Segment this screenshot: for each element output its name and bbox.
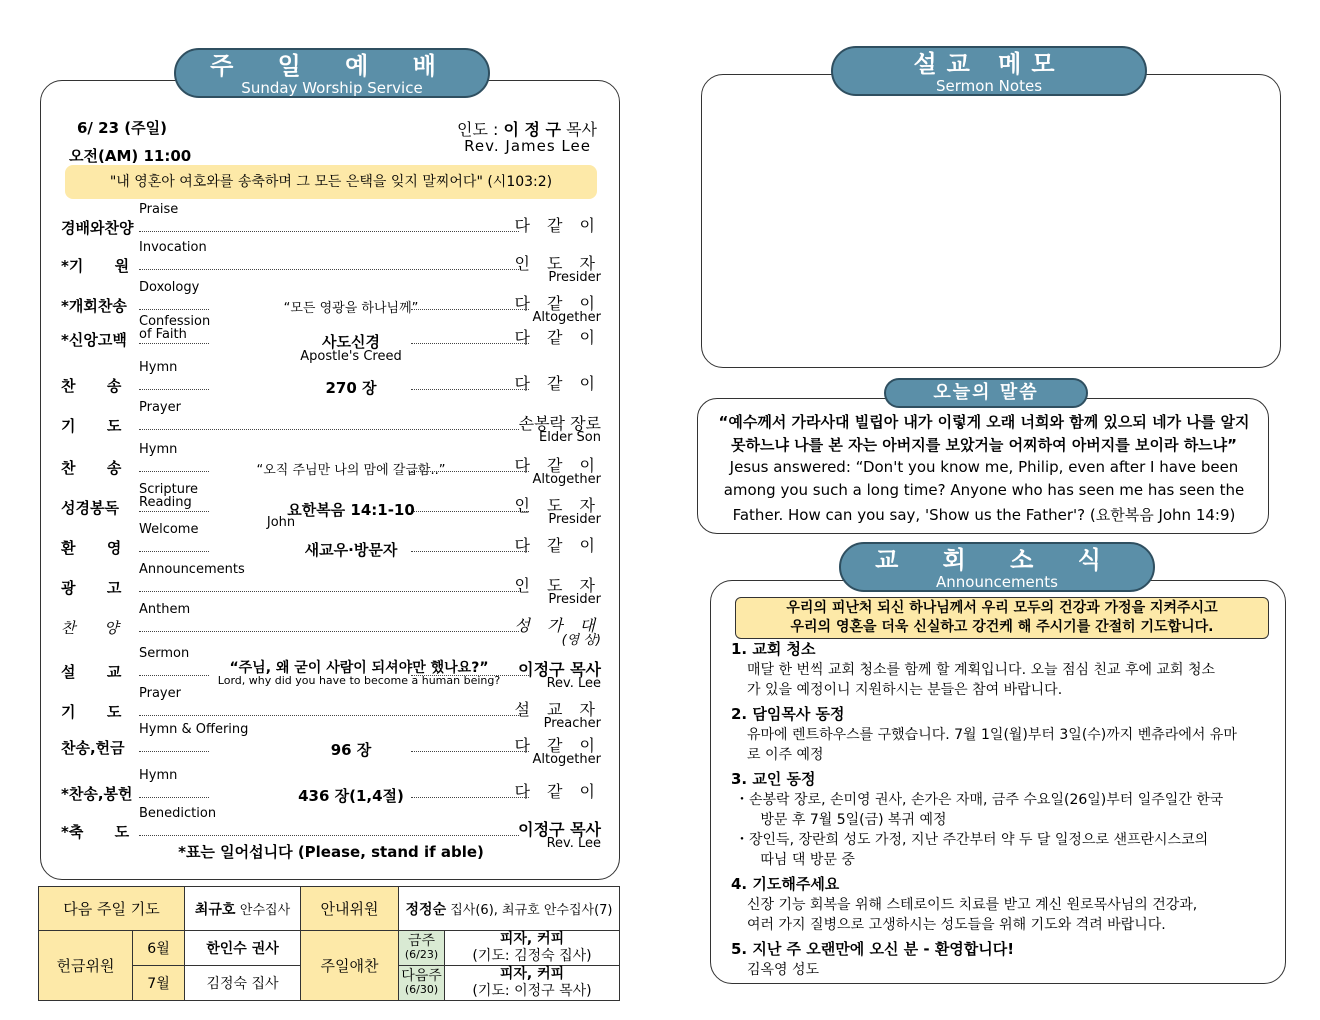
july-label: 7월	[133, 966, 185, 1001]
worship-title-pill	[174, 48, 490, 98]
order-item-en: Prayer	[139, 686, 181, 701]
order-item-responsible: 다 같 이	[514, 374, 601, 393]
sermon-notes-pill	[831, 46, 1147, 96]
order-item-responsible: 다 같 이	[514, 736, 601, 755]
order-item-name: 기 도	[61, 417, 122, 435]
next-prayer-cell	[185, 887, 301, 931]
dot-leader	[139, 429, 519, 430]
next-prayer-name: 최규호	[194, 901, 236, 918]
order-item-detail: 436 장(1,4절)	[298, 787, 404, 805]
next-prayer-title: 안수집사	[239, 902, 291, 918]
next-week-label: 다음주	[401, 968, 442, 984]
order-item-name: *기 원	[61, 257, 130, 275]
june-name: 한인수 권사	[185, 931, 301, 966]
order-item-en: Benediction	[139, 806, 217, 821]
next-prayer-label: 다음 주일 기도	[39, 887, 185, 931]
sermon-notes-title-en: Sermon Notes	[935, 77, 1043, 95]
this-week-food: 피자, 커피	[499, 931, 565, 947]
announcement-heading: 5. 지난 주 오랜만에 오신 분 - 환영합니다!	[731, 940, 1015, 958]
order-item-name: 기 도	[61, 703, 122, 721]
announcement-line: 매달 한 번씩 교회 청소를 함께 할 계획입니다. 오늘 점심 친교 후에 교회 청소	[747, 662, 1216, 678]
order-item-responsible-en: Presider	[548, 512, 601, 527]
order-row	[41, 361, 621, 401]
order-item-name: *신앙고백	[61, 331, 127, 349]
announcement-item	[731, 639, 1271, 700]
usher-cell	[399, 887, 620, 931]
usher-names: 정정순	[405, 901, 447, 918]
order-item-responsible: 다 같 이	[514, 536, 601, 555]
order-item-responsible: 다 같 이	[514, 216, 601, 235]
word-ko-2: 못하느냐 나를 본 자는 아버지를 보았거늘 어찌하여 아버지를 보이라 하느냐”	[730, 436, 1238, 454]
announcement-list	[731, 639, 1271, 984]
usher-rest: 집사(6), 최규호 안수집사(7)	[450, 902, 613, 918]
dot-leader	[139, 715, 519, 716]
order-item-responsible: 다 같 이	[514, 328, 601, 347]
order-item-responsible: 다 같 이	[514, 294, 601, 313]
order-item-en: Anthem	[139, 602, 191, 617]
announcement-heading: 4. 기도해주세요	[731, 875, 840, 893]
order-item-detail-en: Lord, why did you have to become a human being?	[217, 674, 501, 687]
order-item-responsible-en: (영 상)	[561, 633, 601, 648]
order-item-en: Doxology	[139, 280, 200, 295]
announcements-pill	[839, 542, 1155, 592]
order-item-responsible: 인 도 자	[514, 496, 601, 515]
word-en-1: Jesus answered: “Don't you know me, Philip, even after I have been	[729, 458, 1239, 476]
order-row	[41, 240, 621, 285]
order-item-responsible: 성 가 대	[514, 616, 601, 635]
order-row	[41, 400, 621, 445]
order-row	[41, 523, 621, 563]
order-item-detail: “오직 주님만 나의 맘에 갈급함..”	[256, 463, 446, 478]
order-item-en: Praise	[139, 202, 179, 217]
sermon-notes-title-ko: 설교 메모	[913, 50, 1065, 78]
order-row	[41, 203, 621, 243]
announcement-item	[731, 939, 1271, 980]
order-item-name: 설 교	[61, 663, 122, 681]
order-item-detail-en: Apostle's Creed	[300, 349, 402, 364]
order-item-en: Invocation	[139, 240, 207, 255]
announcement-line: 따님 댁 방문 중	[747, 852, 855, 868]
june-label: 6월	[133, 931, 185, 966]
july-name: 김정숙 집사	[185, 966, 301, 1001]
order-item-detail: 새교우·방문자	[304, 541, 398, 559]
dot-leader	[139, 591, 519, 592]
order-item-responsible-en: Presider	[548, 592, 601, 607]
dot-leader	[139, 835, 519, 836]
order-item-responsible-en: Altogether	[532, 472, 601, 487]
announcements-box	[710, 580, 1286, 984]
announcement-line: 방문 후 7월 5일(금) 복귀 예정	[747, 812, 947, 828]
leader-title: 목사	[566, 120, 597, 139]
next-week-cell	[399, 966, 445, 1001]
order-item-name: 찬송,헌금	[61, 739, 125, 757]
this-week-food-cell	[445, 931, 620, 966]
order-item-responsible-en: Rev. Lee	[546, 676, 601, 691]
order-item-en: Hymn & Offering	[139, 722, 249, 737]
order-item-name: 찬 송	[61, 459, 122, 477]
order-item-name: 광 고	[61, 579, 122, 597]
announcements-title-en: Announcements	[936, 573, 1058, 591]
dot-leader	[139, 631, 519, 632]
this-week-prayer: (기도: 김정숙 집사)	[472, 948, 592, 964]
next-week-prayer: (기도: 이정구 목사)	[472, 983, 592, 999]
todays-word-pill	[884, 378, 1088, 408]
order-item-detail-en: John	[266, 515, 296, 530]
announcement-heading: 1. 교회 청소	[731, 640, 816, 658]
order-item-responsible: 다 같 이	[514, 456, 601, 475]
order-item-en: Sermon	[139, 646, 190, 661]
announcements-title-ko: 교 회 소 식	[875, 546, 1119, 574]
order-item-en: Hymn	[139, 768, 178, 783]
word-ko-1: “예수께서 가라사대 빌립아 내가 이렇게 오래 너희와 함께 있으되 네가 나를 알지	[718, 413, 1250, 431]
announcement-item	[731, 704, 1271, 765]
order-item-name: *개회찬송	[61, 297, 127, 315]
sermon-notes-box[interactable]	[701, 74, 1281, 368]
service-date: 6/ 23 (주일)	[77, 119, 167, 137]
order-item-responsible: 손봉락 장로	[518, 414, 601, 433]
word-en-3: Father. How can you say, 'Show us the Father'? (요한복음 John 14:9)	[732, 506, 1236, 524]
order-item-name: 찬 양	[61, 619, 119, 637]
announcement-heading: 3. 교인 동정	[731, 770, 816, 788]
order-row	[41, 562, 621, 607]
announcement-line: 가 있을 예정이니 지원하시는 분들은 참여 바랍니다.	[747, 682, 1063, 698]
order-item-name: 환 영	[61, 539, 122, 557]
prayer-box-line2: 우리의 영혼을 더욱 신실하고 강건케 해 주시기를 간절히 기도합니다.	[790, 619, 1214, 635]
announcement-line: 유마에 렌트하우스를 구했습니다. 7월 1일(월)부터 3일(수)까지 벤츄라에서 유마	[747, 727, 1237, 743]
order-item-detail: 270 장	[325, 379, 377, 397]
order-of-worship	[41, 202, 621, 851]
service-time: 오전(AM) 11:00	[69, 147, 192, 165]
word-en-2: among you such a long time? Anyone who has seen me has seen the	[723, 481, 1245, 499]
order-item-detail: “주님, 왜 굳이 사람이 되셔야만 했나요?”	[229, 660, 489, 676]
order-item-responsible: 다 같 이	[514, 782, 601, 801]
announcement-item	[731, 769, 1271, 870]
order-item-responsible: 인 도 자	[514, 576, 601, 595]
duty-table	[38, 886, 620, 1001]
order-item-name: *찬송,봉헌	[61, 785, 133, 803]
order-item-en: Announcements	[139, 562, 245, 577]
order-item-name: *축 도	[61, 823, 130, 841]
leader-en: Rev. James Lee	[464, 137, 591, 155]
order-row	[41, 314, 621, 364]
order-item-responsible-en: Rev. Lee	[546, 836, 601, 851]
order-item-responsible: 인 도 자	[514, 254, 601, 273]
this-week-cell	[399, 931, 445, 966]
order-item-responsible-en: Elder Son	[539, 430, 601, 445]
dot-leader	[139, 231, 519, 232]
order-row	[41, 602, 621, 648]
order-row	[41, 769, 621, 809]
order-item-responsible-en: Preacher	[543, 716, 601, 731]
next-week-date: (6/30)	[404, 983, 439, 996]
leader-label: 인도 :	[456, 120, 499, 139]
order-item-detail: 96 장	[330, 741, 372, 759]
order-item-detail: 요한복음 14:1-10	[287, 501, 415, 519]
offering-label: 헌금위원	[39, 931, 133, 1001]
order-row	[41, 722, 621, 767]
order-item-detail: “모든 영광을 하나님께”	[283, 301, 419, 316]
order-item-en: Confession of Faith	[139, 314, 211, 342]
order-item-detail: 사도신경	[322, 333, 380, 351]
order-item-en: Scripture Reading	[139, 482, 199, 510]
order-row	[41, 442, 621, 487]
usher-label: 안내위원	[301, 887, 399, 931]
announcement-item	[731, 874, 1271, 935]
order-item-en: Welcome	[139, 522, 199, 537]
this-week-label: 금주	[407, 933, 436, 949]
order-item-responsible: 설 교 자	[514, 700, 601, 719]
order-item-en: Hymn	[139, 360, 178, 375]
order-item-name: 경배와찬양	[61, 219, 134, 237]
order-item-responsible-en: Altogether	[532, 310, 601, 325]
order-item-name: 성경봉독	[61, 499, 119, 517]
worship-title-en: Sunday Worship Service	[241, 79, 423, 97]
next-week-food-cell	[445, 966, 620, 1001]
this-week-date: (6/23)	[404, 948, 439, 961]
order-item-responsible-en: Altogether	[532, 752, 601, 767]
order-item-en: Prayer	[139, 400, 181, 415]
announcement-line: 여러 가지 질병으로 고생하시는 성도들을 위해 기도와 격려 바랍니다.	[747, 917, 1166, 933]
todays-word-box	[697, 398, 1269, 534]
stand-note: *표는 일어섭니다 (Please, stand if able)	[178, 843, 484, 861]
announcement-line: 로 이주 예정	[747, 747, 824, 763]
prayer-box	[735, 597, 1269, 639]
announcement-line: ・손봉락 장로, 손미영 권사, 손가은 자매, 금주 수요일(26일)부터 일주일간 한국	[735, 792, 1224, 808]
announcement-line: 신장 기능 회복을 위해 스테로이드 치료를 받고 계신 원로목사님의 건강과,	[747, 897, 1198, 913]
todays-word-title: 오늘의 말씀	[933, 382, 1039, 403]
order-item-responsible: 이정구 목사	[518, 820, 601, 839]
worship-order-box	[40, 80, 620, 880]
prayer-box-line1: 우리의 피난처 되신 하나님께서 우리 모두의 건강과 가정을 지켜주시고	[786, 600, 1218, 616]
announcement-heading: 2. 담임목사 동정	[731, 705, 845, 723]
order-item-responsible-en: Presider	[548, 270, 601, 285]
theme-verse: "내 영혼아 여호와를 송축하며 그 모든 은택을 잊지 말찌어다" (시103:2)	[65, 165, 597, 199]
worship-title-ko: 주 일 예 배	[210, 52, 454, 80]
order-item-responsible: 이정구 목사	[518, 660, 601, 679]
order-row	[41, 646, 621, 691]
snack-label: 주일애찬	[301, 931, 399, 1001]
announcement-line: ・장인득, 장란희 성도 가정, 지난 주간부터 약 두 달 일정으로 샌프란시스코의	[735, 832, 1209, 848]
dot-leader	[139, 269, 519, 270]
order-item-name: 찬 송	[61, 377, 122, 395]
next-week-food: 피자, 커피	[499, 966, 565, 982]
announcement-line: 김옥영 성도	[747, 962, 820, 978]
leader-name: 이 정 구	[503, 120, 561, 139]
order-item-en: Hymn	[139, 442, 178, 457]
